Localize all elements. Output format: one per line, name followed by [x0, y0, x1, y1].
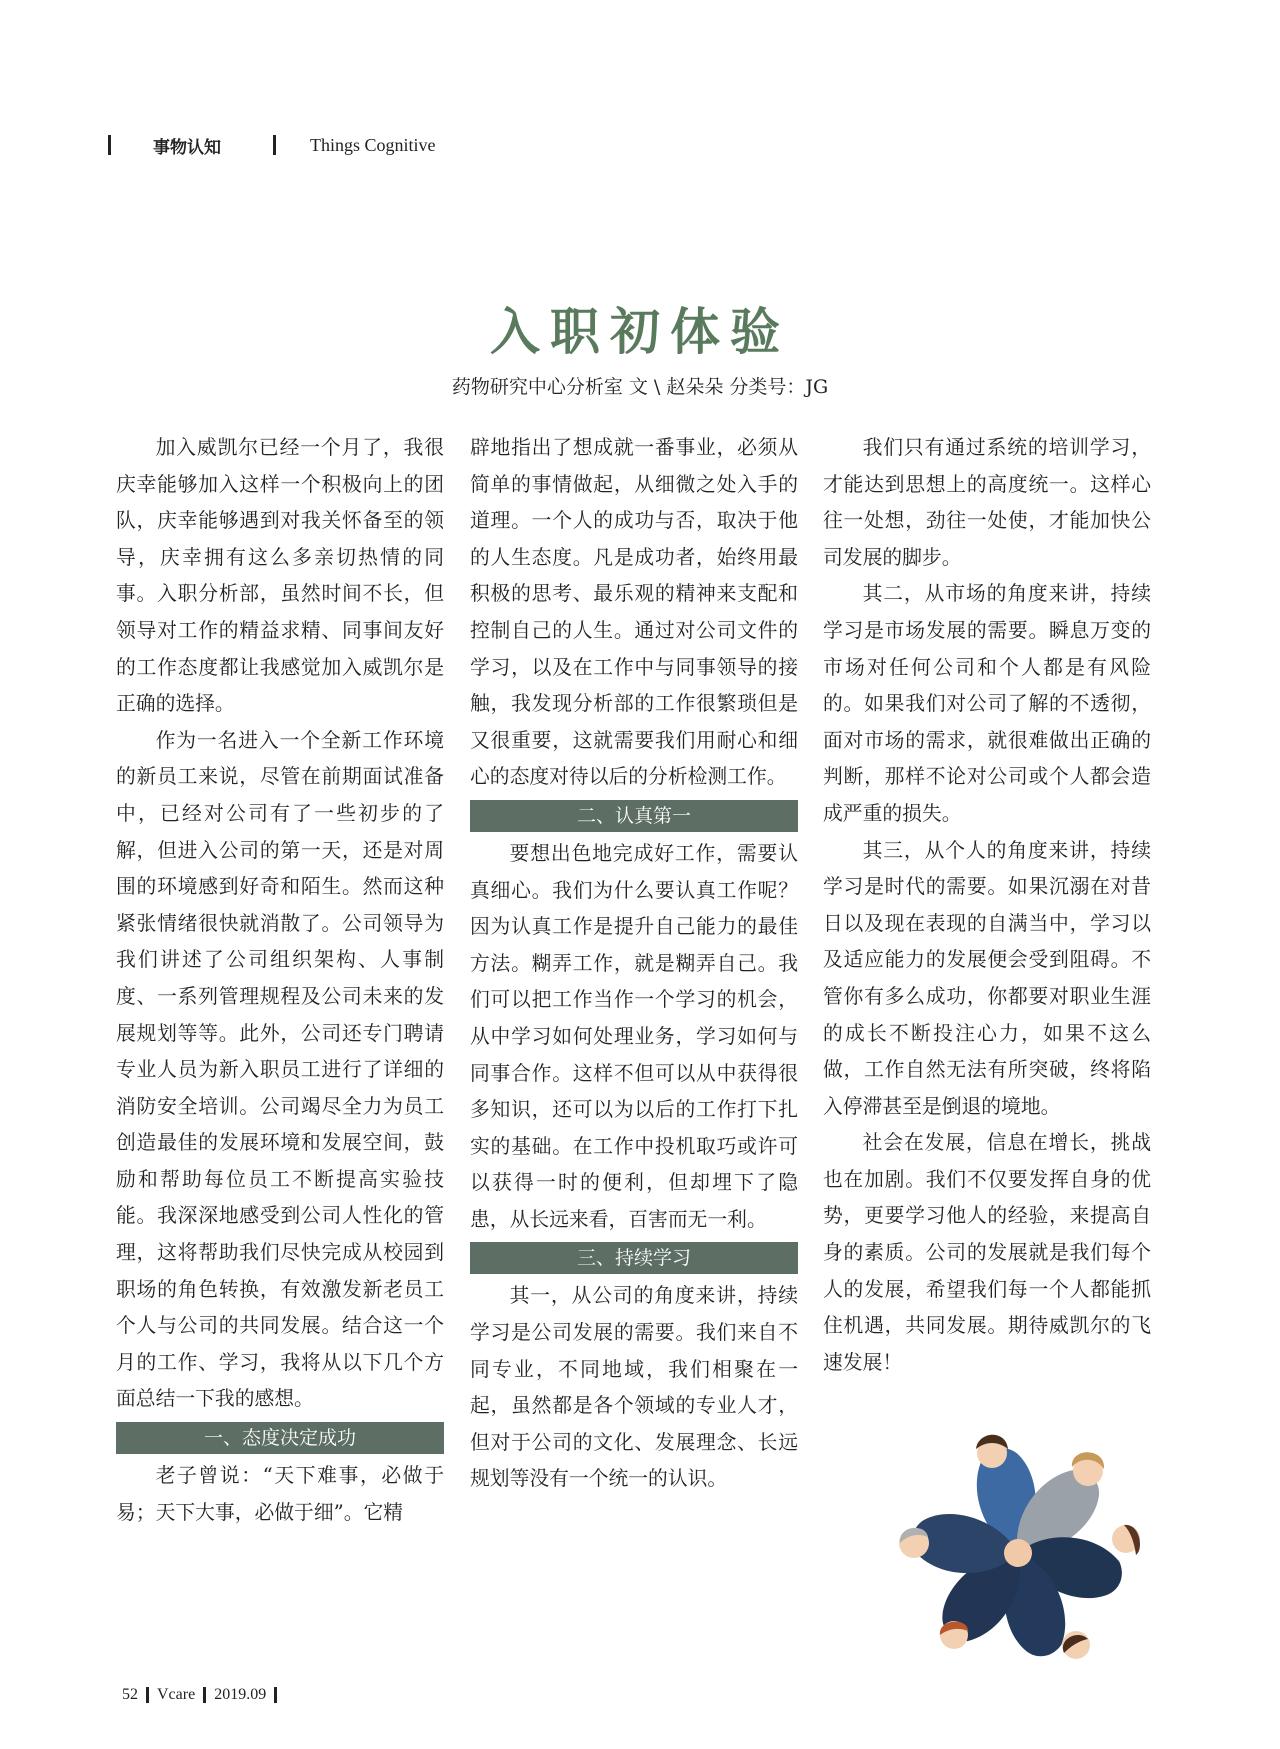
teamwork-illustration — [878, 1428, 1158, 1678]
page-footer — [122, 1686, 285, 1704]
section-heading: 一、态度决定成功 — [116, 1422, 444, 1454]
section-name-en: Things Cognitive — [310, 134, 436, 155]
paragraph: 老子曾说：“天下难事，必做于易；天下大事，必做于细”。它精 — [116, 1464, 444, 1524]
paragraph: 辟地指出了想成就一番事业，必须从简单的事情做起，从细微之处入手的道理。一个人的成功与否，取决于他的人生态度。凡是成功者，始终用最积极的思考、最乐观的精神来支配和控制自己的人生。通过对公司文件的学习，以及在工作中与同事领导的接触，我发现分析部的工作很繁琐但是又很重要，这就需要我们用耐心和细心的态度对待以后的分析检测工作。 — [470, 436, 798, 789]
section-heading: 二、认真第一 — [470, 800, 798, 832]
footer-divider — [146, 1687, 149, 1703]
magazine-name: Vcare — [157, 1686, 196, 1703]
header-divider — [108, 135, 111, 155]
page-number: 52 — [122, 1686, 138, 1703]
header-divider — [273, 135, 276, 155]
paragraph: 加入威凯尔已经一个月了，我很庆幸能够加入这样一个积极向上的团队，庆幸能够遇到对我关怀备至的领导，庆幸拥有这么多亲切热情的同事。入职分析部，虽然时间不长，但领导对工作的精益求精、同事间友好的工作态度都让我感觉加入威凯尔是正确的选择。 — [116, 436, 444, 716]
column-3 — [823, 430, 1151, 1381]
running-head — [108, 132, 436, 158]
paragraph: 其二，从市场的角度来讲，持续学习是市场发展的需要。瞬息万变的市场对任何公司和个人都是有风险的。如果我们对公司了解的不透彻，面对市场的需求，就很难做出正确的判断，那样不论对公司或个人都会造成严重的损失。 — [823, 582, 1151, 825]
paragraph: 我们只有通过系统的培训学习，才能达到思想上的高度统一。这样心往一处想，劲往一处使，才能加快公司发展的脚步。 — [823, 436, 1151, 569]
footer-divider — [274, 1687, 277, 1703]
paragraph: 社会在发展，信息在增长，挑战也在加剧。我们不仅要发挥自身的优势，更要学习他人的经验，来提高自身的素质。公司的发展就是我们每个人的发展，希望我们每一个人都能抓住机遇，共同发展。期待威凯尔的飞速发展！ — [823, 1131, 1151, 1374]
paragraph: 其一，从公司的角度来讲，持续学习是公司发展的需要。我们来自不同专业，不同地域，我们相聚在一起，虽然都是各个领域的专业人才，但对于公司的文化、发展理念、长远规划等没有一个统一的认识。 — [470, 1284, 798, 1491]
footer-divider — [203, 1687, 206, 1703]
section-name: 事物认知 — [153, 137, 221, 158]
paragraph: 要想出色地完成好工作，需要认真细心。我们为什么要认真工作呢？因为认真工作是提升自己能力的最佳方法。糊弄工作，就是糊弄自己。我们可以把工作当作一个学习的机会，从中学习如何处理业务，学习如何与同事合作。这样不但可以从中获得很多知识，还可以为以后的工作打下扎实的基础。在工作中投机取巧或许可以获得一时的便利，但却埋下了隐患，从长远来看，百害而无一利。 — [470, 841, 798, 1231]
section-heading: 三、持续学习 — [470, 1242, 798, 1274]
paragraph: 作为一名进入一个全新工作环境的新员工来说，尽管在前期面试准备中，已经对公司有了一些初步的了解，但进入公司的第一天，还是对周围的环境感到好奇和陌生。然而这种紧张情绪很快就消散了。公司领导为我们讲述了公司组织架构、人事制度、一系列管理规程及公司未来的发展规划等等。此外，公司还专门聘请专业人员为新入职员工进行了详细的消防安全培训。公司竭尽全力为员工创造最佳的发展环境和发展空间，鼓励和帮助每位员工不断提高实验技能。我深深地感受到公司人性化的管理，这将帮助我们尽快完成从校园到职场的角色转换，有效激发新老员工个人与公司的共同发展。结合这一个月的工作、学习，我将从以下几个方面总结一下我的感想。 — [116, 728, 444, 1411]
issue-date: 2019.09 — [214, 1686, 267, 1703]
column-1 — [116, 430, 444, 1531]
article-title: 入职初体验 — [490, 303, 790, 361]
paragraph: 其三，从个人的角度来讲，持续学习是时代的需要。如果沉溺在对昔日以及现在表现的自满当中，学习以及适应能力的发展便会受到阻碍。不管你有多么成功，你都要对职业生涯的成长不断投注心力，如果不这么做，工作自然无法有所突破，终将陷入停滞甚至是倒退的境地。 — [823, 838, 1151, 1118]
column-2 — [470, 430, 798, 1498]
article-byline: 药物研究中心分析室 文 \ 赵朵朵 分类号：JG — [451, 376, 829, 398]
